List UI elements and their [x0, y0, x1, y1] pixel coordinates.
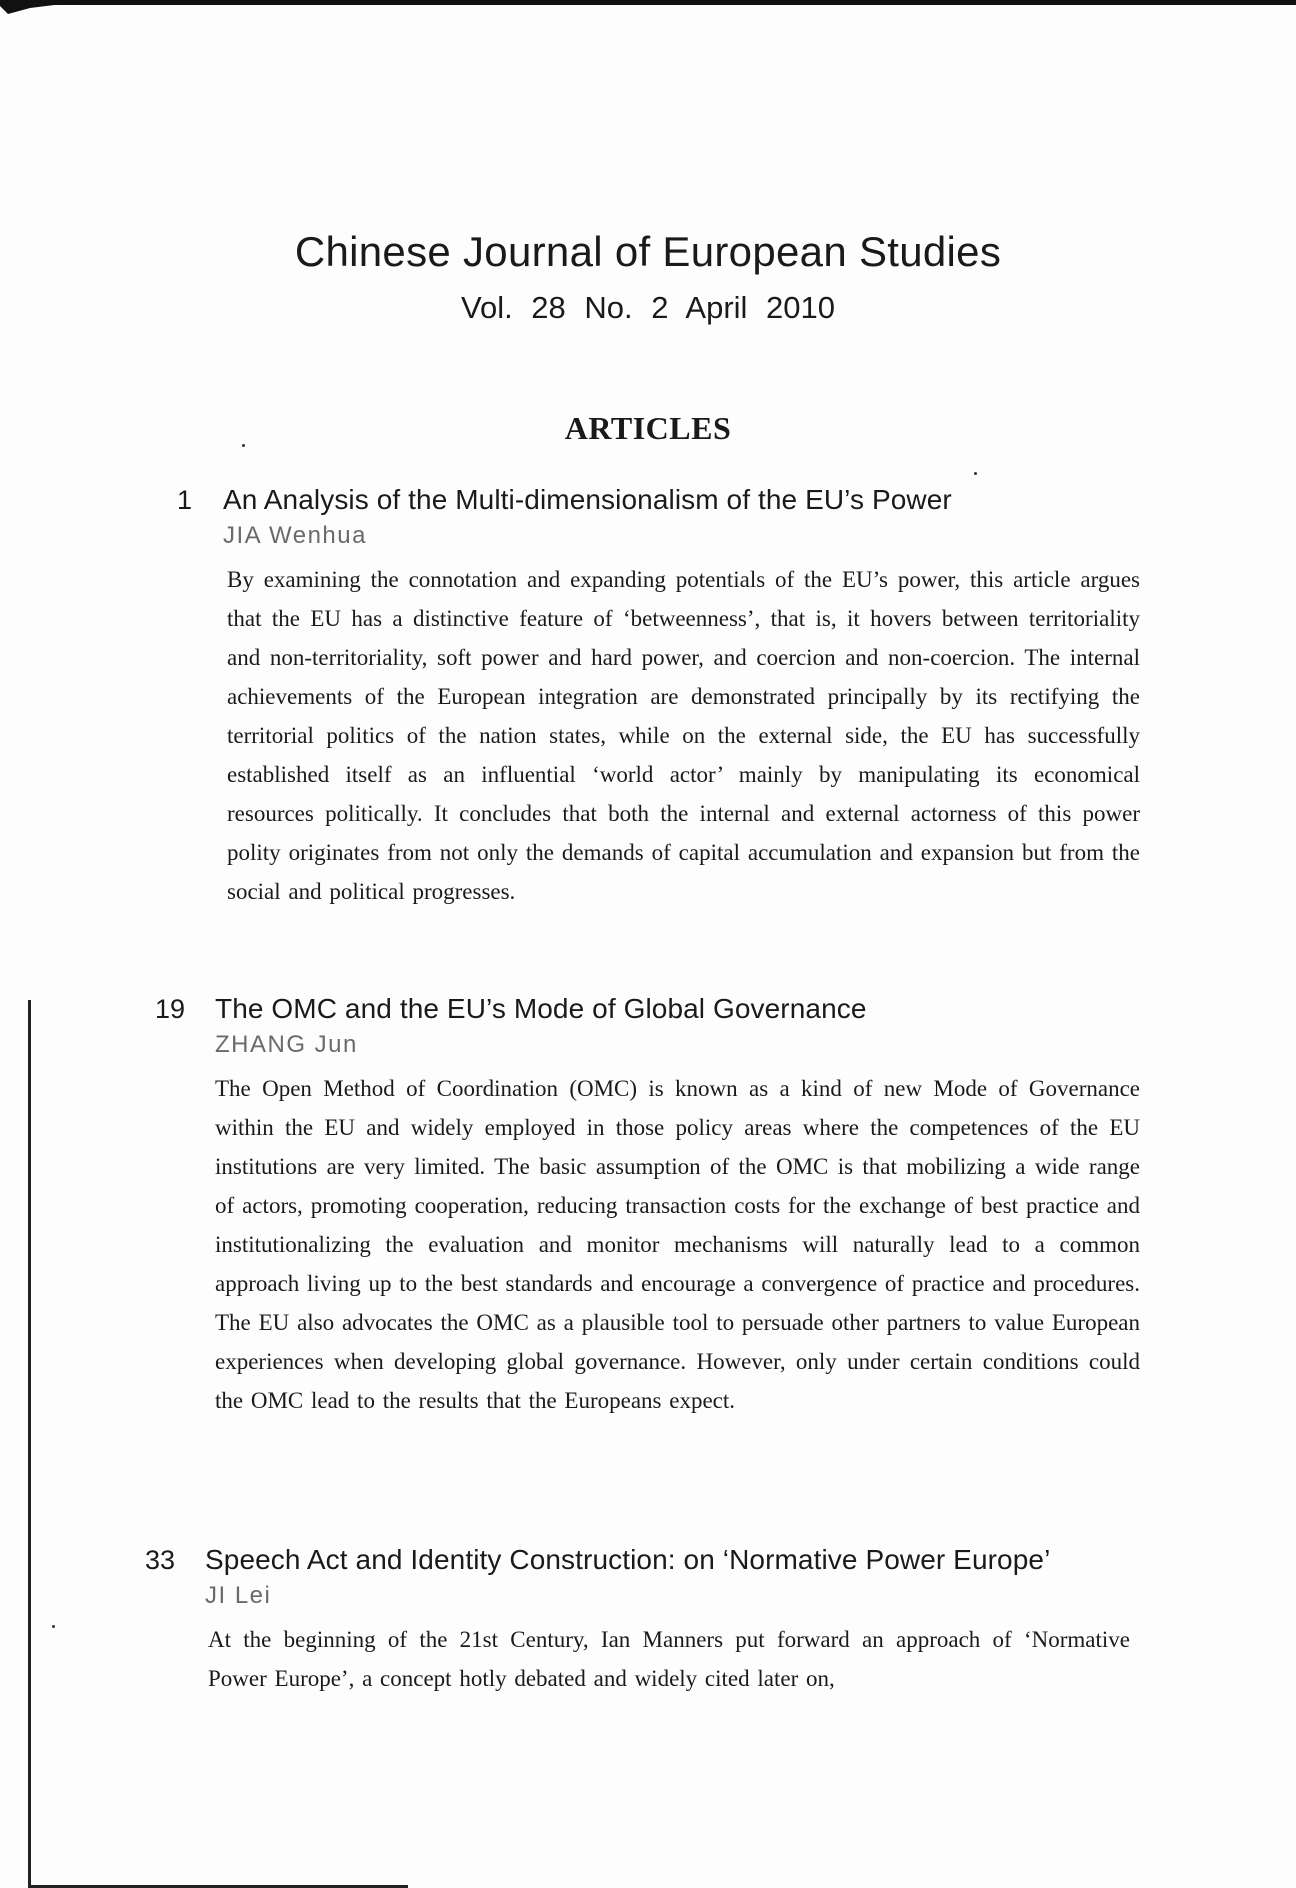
article-abstract: The Open Method of Coordination (OMC) is known as a kind of new Mode of Governance within the EU and widely employed in those policy areas where the competences of the EU institutions are very limited. The basic assumption of the OMC is that mobilizing a wide range of actors, promoting cooperation, reducing transaction costs for the exchange of best practice and institutionalizing the evaluation and monitor mechanisms will naturally lead to a common approach living up to the best standards and encourage a convergence of practice and procedures. The EU also advocates the OMC as a plausible tool to persuade other partners to value European experiences when developing global governance. However, only under certain conditions could the OMC lead to the results that the Europeans expect.: [215, 1076, 1140, 1413]
scan-speck: [974, 472, 977, 475]
article-author: JIA Wenhua: [223, 522, 367, 549]
article-author: JI Lei: [205, 1582, 272, 1609]
article-abstract: By examining the connotation and expanding potentials of the EU’s power, this article argues that the EU has a distinctive feature of ‘betweenness’, that is, it hovers between territoriality and non-territoriality, soft power and hard power, and coercion and non-coercion. The internal achievements of the European integration are demonstrated principally by its rectifying the territorial politics of the nation states, while on the external side, the EU has successfully established itself as an influential ‘world actor’ mainly by manipulating its economical resources politically. It concludes that both the internal and external actorness of this power polity originates from not only the demands of capital accumulation and expansion but from the social and political progresses.: [227, 567, 1140, 904]
article-page-number: 19: [155, 994, 186, 1024]
article-abstract: At the beginning of the 21st Century, Ian Manners put forward an approach of ‘Normative Power Europe’, a concept hotly debated and widely cited later on,: [208, 1627, 1130, 1691]
journal-title: Chinese Journal of European Studies: [294, 228, 1002, 275]
article-title: The OMC and the EU’s Mode of Global Governance: [215, 993, 867, 1024]
article-author: ZHANG Jun: [215, 1031, 358, 1058]
article-title: An Analysis of the Multi-dimensionalism of the EU’s Power: [223, 484, 952, 515]
article-page-number: 33: [145, 1545, 176, 1575]
article-body: [205, 1544, 1130, 1698]
scan-edge-top: [0, 0, 1296, 5]
article-body: [215, 993, 1140, 1420]
scan-corner-mark: [0, 0, 95, 14]
article-body: [215, 484, 1140, 911]
article-page-number: 1: [177, 485, 193, 515]
article-title: Speech Act and Identity Construction: on ‘Normative Power Europe’: [205, 1544, 1051, 1575]
scan-edge-left: [28, 1000, 31, 1888]
article-entry: [155, 993, 1140, 1420]
article-entry: [155, 484, 1140, 911]
section-heading: ARTICLES: [564, 410, 732, 446]
issue-info: Vol. 28 No. 2 April 2010: [460, 290, 835, 325]
scan-speck: [52, 1625, 55, 1628]
article-entry: [145, 1544, 1130, 1698]
masthead: [0, 228, 1296, 326]
